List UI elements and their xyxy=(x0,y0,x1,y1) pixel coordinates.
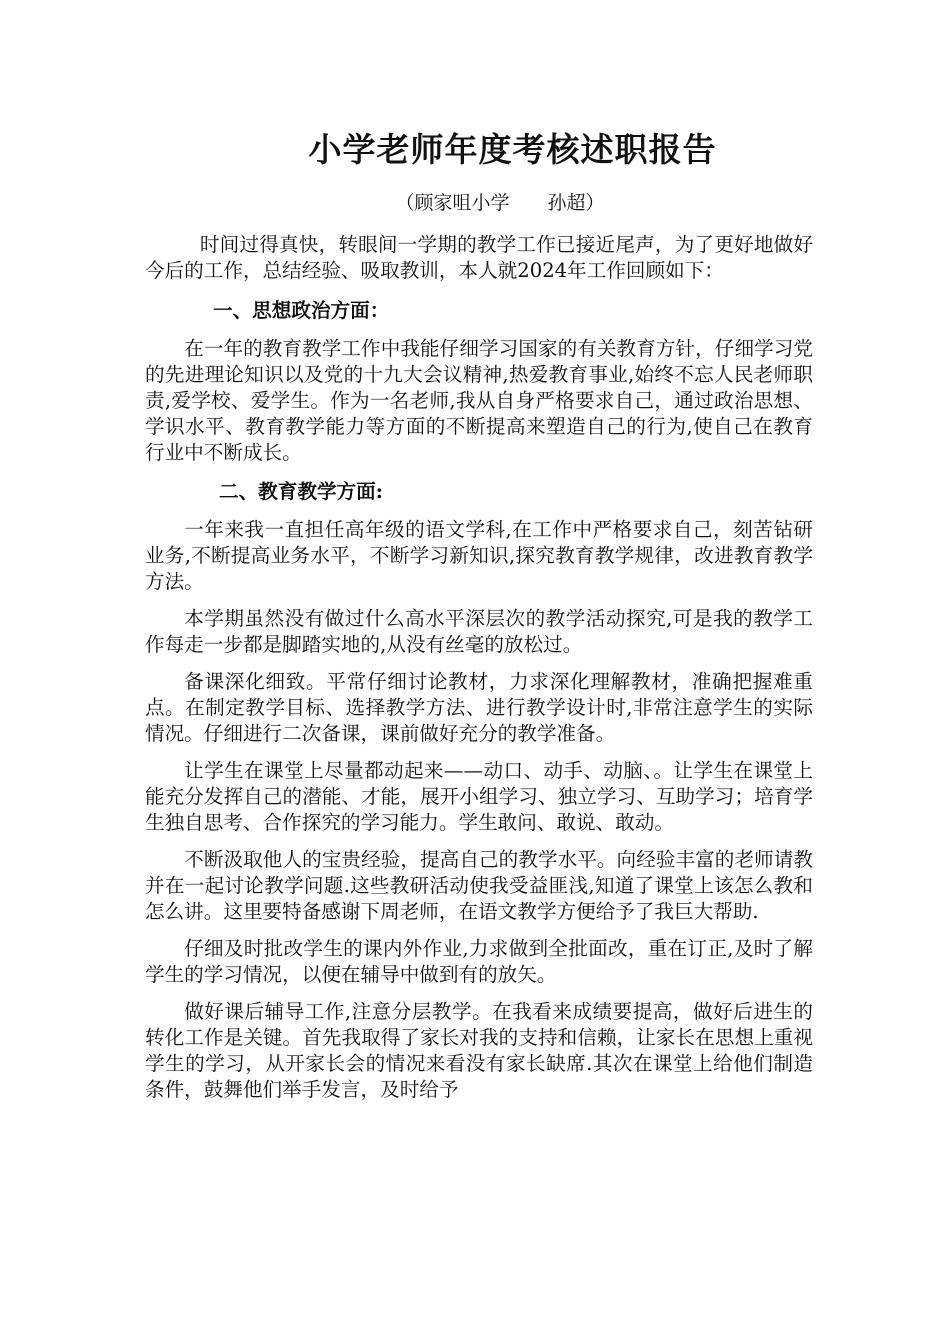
intro-paragraph: 时间过得真快，转眼间一学期的教学工作已接近尾声，为了更好地做好今后的工作，总结经验、吸取教训，本人就2024年工作回顾如下： xyxy=(145,233,813,282)
document-body xyxy=(145,232,813,1114)
section1-paragraph-1: 在一年的教育教学工作中我能仔细学习国家的有关教育方针，仔细学习党的先进理论知识以及党的十九大会议精神,热爱教育事业,始终不忘人民老师职责,爱学校、爱学生。作为一名老师,我从自身严格要求自己，通过政治思想、学识水平、教育教学能力等方面的不断提高来塑造自己的行为,使自己在教育行业中不断成长。 xyxy=(145,337,813,464)
section2-paragraph-2: 本学期虽然没有做过什么高水平深层次的教学活动探究,可是我的教学工作每走一步都是脚踏实地的,从没有丝毫的放松过。 xyxy=(145,607,813,656)
section2-paragraph-4: 让学生在课堂上尽量都动起来——动口、动手、动脑、。让学生在课堂上能充分发挥自己的潜能、才能，展开小组学习、独立学习、互助学习；培育学生独自思考、合作探究的学习能力。学生敢问、敢说、敢动。 xyxy=(145,759,813,834)
section2-heading: 二、教育教学方面: xyxy=(219,480,383,503)
document-title: 小学老师年度考核述职报告 xyxy=(308,130,717,169)
section2-paragraph-6: 仔细及时批改学生的课内外作业,力求做到全批面改，重在订正,及时了解学生的学习情况，以便在辅导中做到有的放矢。 xyxy=(145,937,813,986)
section2-paragraph-7: 做好课后辅导工作,注意分层教学。在我看来成绩要提高，做好后进生的转化工作是关键。首先我取得了家长对我的支持和信赖，让家长在思想上重视学生的学习，从开家长会的情况来看没有家长缺席.其次在课堂上给他们制造条件，鼓舞他们举手发言，及时给予 xyxy=(145,1000,813,1101)
section2-paragraph-1: 一年来我一直担任高年级的语文学科,在工作中严格要求自己，刻苦钻研业务,不断提高业务水平，不断学习新知识,探究教育教学规律，改进教育教学方法。 xyxy=(145,518,813,593)
section2-paragraph-3: 备课深化细致。平常仔细讨论教材，力求深化理解教材，准确把握难重点。在制定教学目标、选择教学方法、进行教学设计时,非常注意学生的实际情况。仔细进行二次备课，课前做好充分的教学准备。 xyxy=(145,670,813,745)
author-line: （顾家咀小学 孙超） xyxy=(395,192,605,214)
section2-paragraph-5: 不断汲取他人的宝贵经验，提高自己的教学水平。向经验丰富的老师请教并在一起讨论教学问题.这些教研活动使我受益匪浅,知道了课堂上该怎么教和怎么讲。这里要特备感谢下周老师，在语文教学方便给予了我巨大帮助. xyxy=(145,848,813,923)
section1-heading: 一、思想政治方面： xyxy=(213,299,390,322)
